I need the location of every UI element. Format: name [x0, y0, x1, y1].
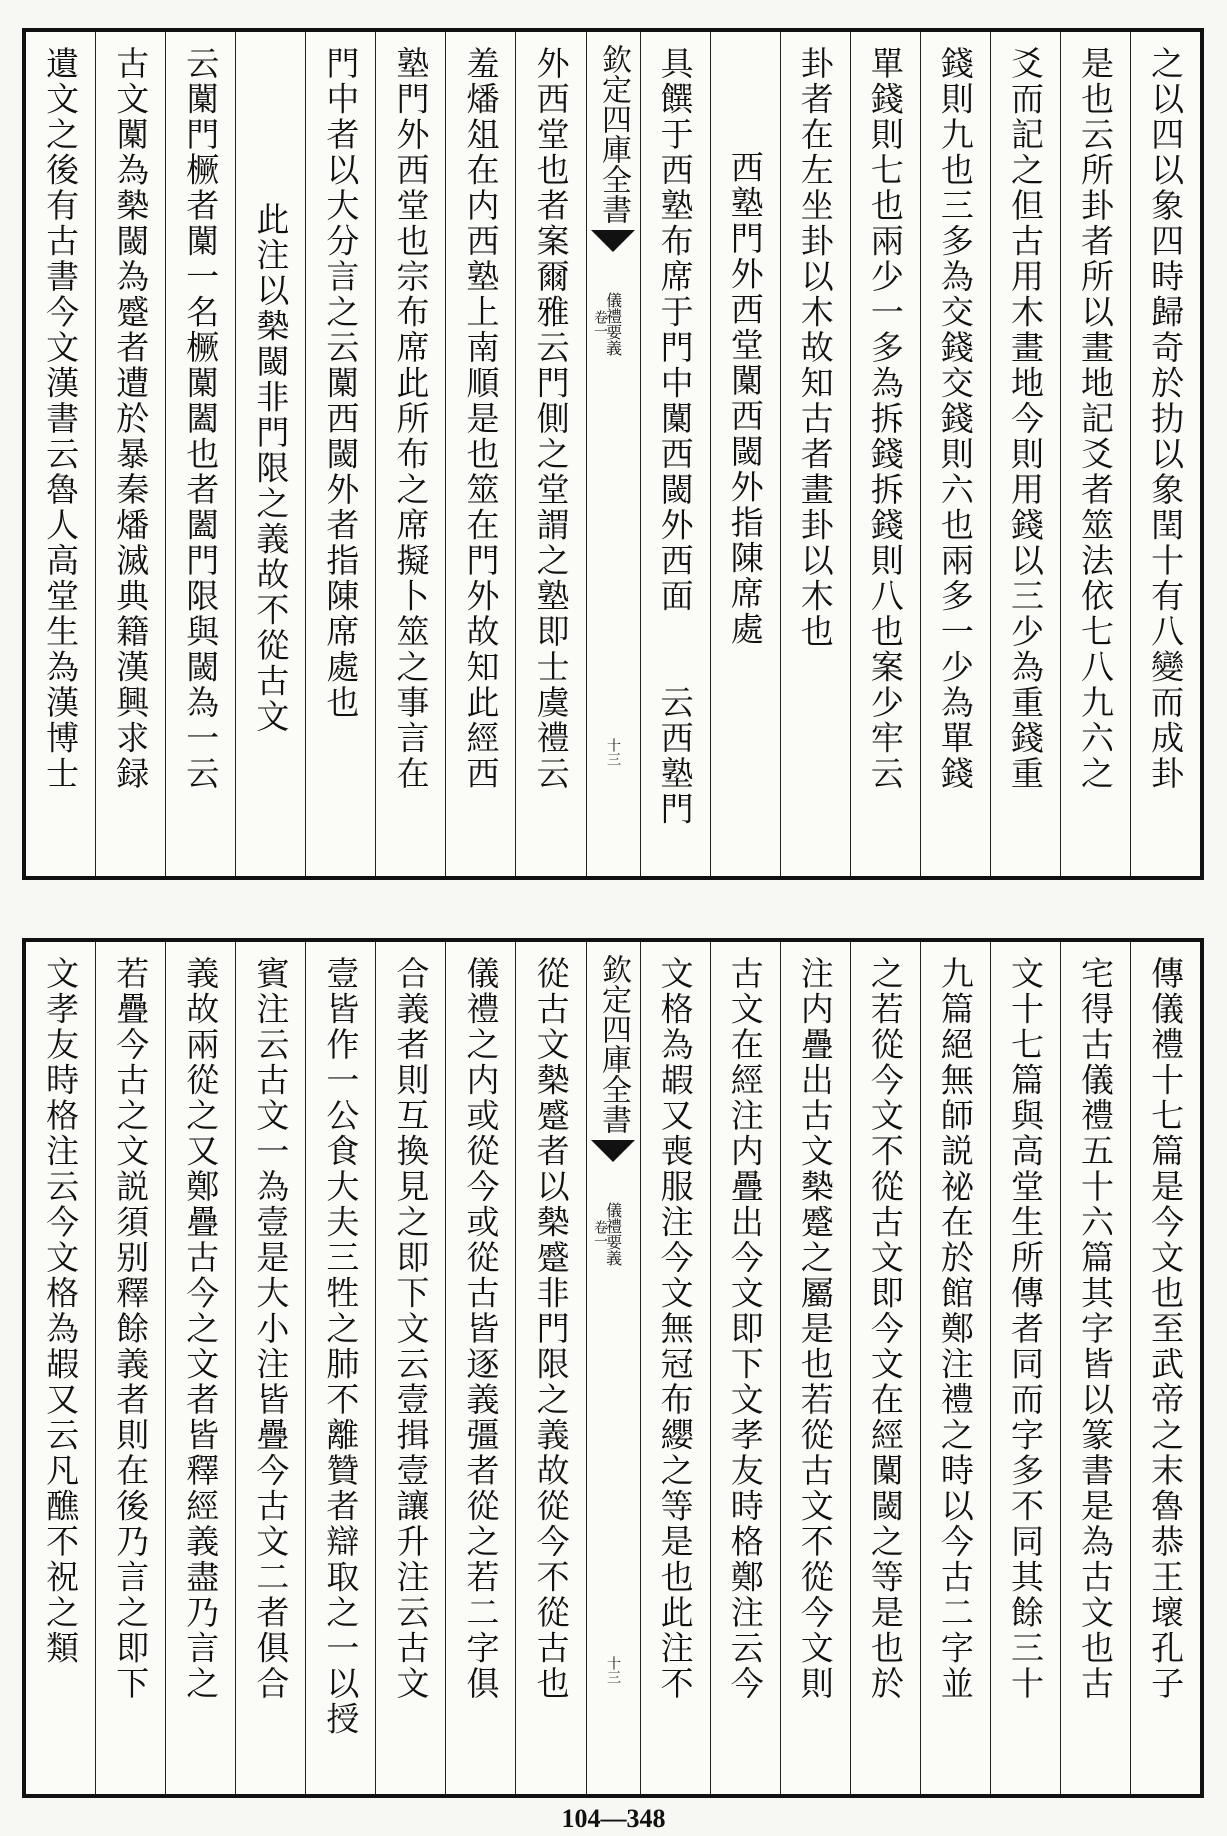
- bottom-page: [22, 938, 1204, 1798]
- text-column: [1130, 942, 1200, 1794]
- text-column: [95, 32, 165, 876]
- book-title: 儀禮要義: [603, 292, 623, 356]
- column-text: 義故兩從之又鄭疊古今之文者皆釋經義盡乃言之: [181, 956, 221, 1702]
- juan-number: 卷一: [592, 310, 608, 338]
- column-text: 文孝友時格注云今文格為嘏又云凡醮不祝之類: [41, 956, 81, 1666]
- text-column: [850, 942, 920, 1794]
- column-text: 宅得古儀禮五十六篇其字皆以篆書是為古文也古: [1076, 956, 1116, 1702]
- text-column: [850, 32, 920, 876]
- column-text: 遺文之後有古書今文漢書云魯人高堂生為漢博士: [41, 46, 81, 792]
- column-text: 錢則九也三多為交錢交錢則六也兩多一少為單錢: [935, 46, 975, 792]
- text-column: [445, 942, 515, 1794]
- text-column: [165, 942, 235, 1794]
- column-text: 從古文槷蹙者以槷蹙非門限之義故從今不從古也: [531, 956, 571, 1702]
- column-text: 古文闑為槷閾為蹙者遭於暴秦燔滅典籍漢興求録: [111, 46, 151, 792]
- leaf-number: 十三: [605, 738, 621, 766]
- text-column: [305, 942, 375, 1794]
- column-text: 之以四以象四時歸奇於扐以象閏十有八變而成卦: [1146, 46, 1186, 792]
- column-text: 單錢則七也兩少一多為拆錢拆錢則八也案少牢云: [865, 46, 905, 792]
- text-column: [1060, 942, 1130, 1794]
- column-text: 門中者以大分言之云闑西閾外者指陳席處也: [321, 46, 361, 721]
- column-text: 塾門外西堂也宗布席此所布之席擬卜筮之事言在: [391, 46, 431, 792]
- column-text: 是也云所卦者所以畫地記爻者筮法依七八九六之: [1076, 46, 1116, 792]
- text-column: [920, 32, 990, 876]
- page-footer-number: 104—348: [561, 1804, 666, 1833]
- column-text: 外西堂也者案爾雅云門側之堂謂之塾即士虞禮云: [531, 46, 571, 792]
- text-column: [26, 942, 95, 1794]
- column-text: 傳儀禮十七篇是今文也至武帝之末魯恭王壞孔子: [1146, 956, 1186, 1702]
- juan-number: 卷一: [592, 1220, 608, 1248]
- column-text: 爻而記之但古用木畫地今則用錢以三少為重錢重: [1005, 46, 1045, 792]
- text-column: [375, 32, 445, 876]
- column-text: 九篇絕無師説祕在於館鄭注禮之時以今古二字並: [935, 956, 975, 1702]
- column-text: 之若從今文不從古文即今文在經闑閾之等是也於: [865, 956, 905, 1702]
- column-text: 注内疊出古文槷蹙之屬是也若從古文不從今文則: [795, 956, 835, 1702]
- text-column: [1130, 32, 1200, 876]
- column-text: 古文在經注内疊出今文即下文孝友時格鄭注云今: [725, 956, 765, 1702]
- column-text: 儀禮之内或從今或從古皆逐義彊者從之若二字俱: [461, 956, 501, 1702]
- center-band: [586, 32, 640, 876]
- text-column: [920, 942, 990, 1794]
- text-column: [95, 942, 165, 1794]
- text-column: [305, 32, 375, 876]
- top-page: [22, 28, 1204, 880]
- book-title: 儀禮要義: [603, 1202, 623, 1266]
- column-text: 壹皆作一公食大夫三牲之肺不離贊者辯取之一以授: [321, 956, 361, 1737]
- text-column: [515, 942, 585, 1794]
- text-column: [780, 32, 850, 876]
- collection-title: 欽定四庫全書: [596, 954, 631, 1134]
- text-column: [235, 942, 305, 1794]
- text-column: [710, 32, 780, 876]
- text-column: [26, 32, 95, 876]
- column-text: 合義者則互換見之即下文云壹揖壹讓升注云古文: [391, 956, 431, 1702]
- text-column: [640, 942, 710, 1794]
- text-column: [515, 32, 585, 876]
- column-text: 文格為嘏又喪服注今文無冠布纓之等是也此注不: [655, 956, 695, 1702]
- collection-title: 欽定四庫全書: [596, 44, 631, 224]
- column-text: 賓注云古文一為壹是大小注皆疊今古文二者俱合: [251, 956, 291, 1702]
- leaf-number: 十三: [605, 1656, 621, 1684]
- text-column: [165, 32, 235, 876]
- text-column: [990, 942, 1060, 1794]
- text-column: [445, 32, 515, 876]
- column-text: 云闑門橛者闑一名橛闑闔也者闔門限與閾為一云: [181, 46, 221, 792]
- column-text: 具饌于西塾布席于門中闑西閾外西面 云西塾門: [655, 46, 695, 827]
- text-column: [780, 942, 850, 1794]
- text-column: [235, 32, 305, 876]
- fishtail-mark-icon: [591, 1140, 635, 1162]
- center-band: [586, 942, 640, 1794]
- text-column: [710, 942, 780, 1794]
- column-text: 羞燔俎在内西塾上南順是也筮在門外故知此經西: [461, 46, 501, 792]
- column-text: 文十七篇與高堂生所傳者同而字多不同其餘三十: [1005, 956, 1045, 1702]
- text-column: [375, 942, 445, 1794]
- column-text: 卦者在左坐卦以木故知古者畫卦以木也: [795, 46, 835, 650]
- text-column: [990, 32, 1060, 876]
- column-text: 西塾門外西堂闑西閾外指陳席處: [725, 150, 765, 647]
- fishtail-mark-icon: [591, 230, 635, 252]
- column-text: 此注以槷閾非門限之義故不從古文: [251, 202, 291, 735]
- text-column: [640, 32, 710, 876]
- text-column: [1060, 32, 1130, 876]
- column-text: 若疊今古之文説須别釋餘義者則在後乃言之即下: [111, 956, 151, 1702]
